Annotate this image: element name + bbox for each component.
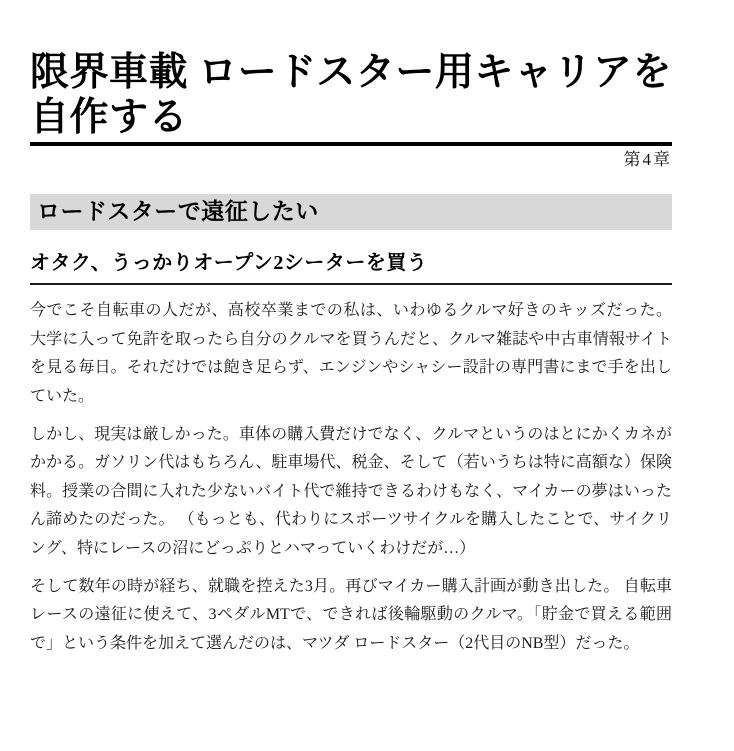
article-body <box>30 297 672 658</box>
subsection-divider-rule <box>30 283 672 285</box>
subsection-heading: オタク、うっかりオープン2シーターを買う <box>30 252 428 274</box>
page-title: 限界車載 ロードスター用キャリアを自作する <box>30 51 672 139</box>
body-paragraph: そして数年の時が経ち、就職を控えた3月。再びマイカー購入計画が動き出した。 自転車レースの遠征に使えて、3ペダルMTで、できれば後輪駆動のクルマ。「貯金で買える範囲で」という条件を加えて選んだのは、マツダ ロードスター（2代目のNB型）だった。 <box>30 577 672 652</box>
chapter-label: 第4章 <box>623 150 672 169</box>
body-paragraph: 今でこそ自転車の人だが、高校卒業までの私は、いわゆるクルマ好きのキッズだった。 大学に入って免許を取ったら自分のクルマを買うんだと、クルマ雑誌や中古車情報サイトを見る毎日。それだけでは飽き足らず、エンジンやシャシー設計の専門書にまで手を出していた。 <box>30 302 672 405</box>
section-heading-banner <box>30 194 672 230</box>
title-divider-rule <box>30 142 672 146</box>
body-paragraph: しかし、現実は厳しかった。車体の購入費だけでなく、クルマというのはとにかくカネがかかる。ガソリン代はもちろん、駐車場代、税金、そして（若いうちは特に高額な）保険料。授業の合間に入れた少ないバイト代で維持できるわけもなく、マイカーの夢はいったん諦めたのだった。 （もっとも、代わりにスポーツサイクルを購入したことで、サイクリング、特にレースの沼にどっぷりとハマっていくわけだが…） <box>30 425 672 557</box>
section-heading-label: ロードスターで遠征したい <box>37 199 319 224</box>
